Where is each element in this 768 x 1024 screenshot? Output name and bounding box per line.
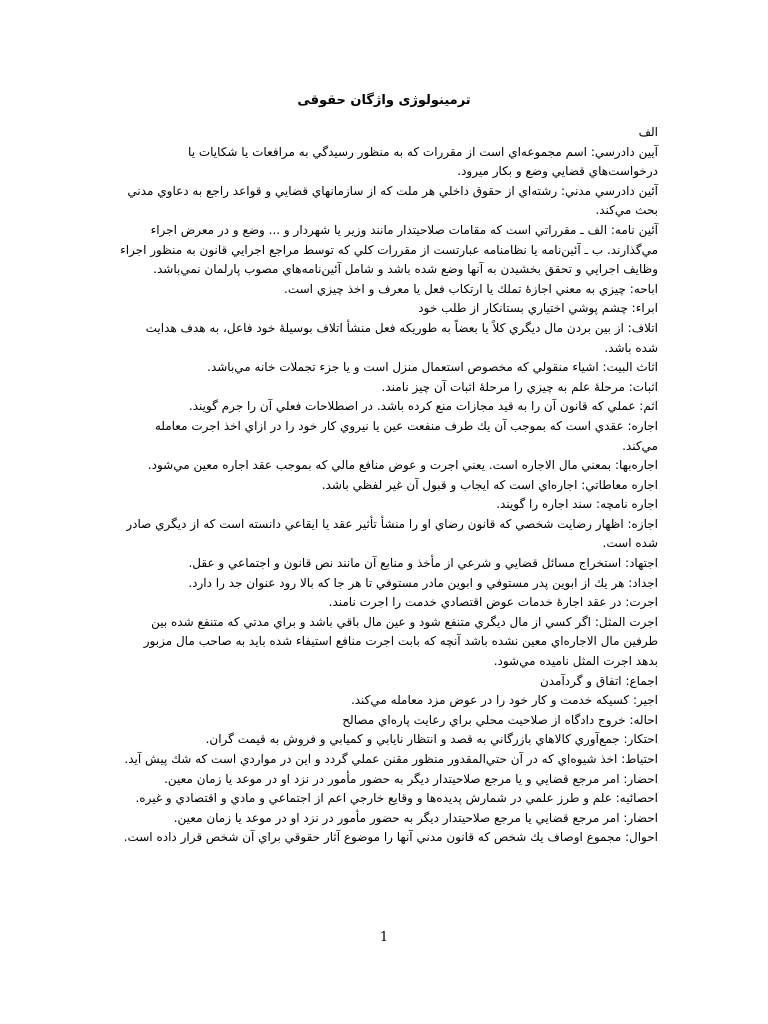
glossary-entry: احتكار: جمع‌آوري كالاهاي بازرگاني به قصد و انتظار نايابي و كميابي و فروش به قيمت گران. — [205, 732, 658, 747]
glossary-entry: احاله: خروج دادگاه از صلاحيت محلي براي رعايت پاره‌اي مصالح — [342, 712, 658, 727]
glossary-body — [120, 123, 658, 848]
glossary-entry: احتياط: اخذ شيوه‌اي كه در آن حتي‌المقدور منظور مقنن عملي گردد و اين در مواردي است كه شك پيش آيد. — [124, 752, 658, 766]
page-number: 1 — [379, 930, 389, 945]
glossary-entry: آيين دادرسي: اسم مجموعه‌اي است از مقررات كه به منظور رسيدگي به مرافعات يا شكايات يا درخواست‌هاي قضايي وضع و بكار ميرود. — [188, 144, 658, 179]
glossary-entry: احوال: مجموع اوصاف يك شخص كه قانون مدني آنها را موضوع آثار حقوقي براي آن شخص قرار داده است. — [123, 830, 658, 845]
glossary-entry: احصائيه: علم و طرز علمي در شمارش پديده‌ها و وقايع خارجي اعم از اجتماعي و مادي و اقتصادي و غيره. — [135, 791, 658, 806]
page-title: ترمینولوژی واژگان حقوقی — [297, 93, 471, 108]
glossary-entry: اجير: كسيكه خدمت و كار خود را در عوض مزد معامله مي‌كند. — [350, 693, 658, 708]
glossary-entry: اجاره: عقدي است كه بموجب آن يك طرف منفعت عين يا نيروي كار خود را در ازاي اخذ اجرت معامله مي‌كند. — [154, 418, 658, 453]
glossary-entry: احضار: امر مرجع قضايي يا مرجع صلاحيتدار ديگر به حضور مأمور در نزد او در موعد يا زمان معين. — [173, 810, 658, 825]
glossary-entry: اجرت المثل: اگر كسي از مال ديگري متنفع شود و عين مال باقي باشد و براي مدتي كه متنفع شده بين طرفين مال الاجاره‌اي معين نشده باشد آنچه كه بابت اجرت منافع استيفاء شده بايد به صاحب مال مزبور بدهد اجرت المثل ناميده مي‌شود. — [143, 614, 658, 669]
glossary-entry: اتلاف: از بين بردن مال ديگري كلاً يا بعضاً به طوريكه فعل منشأ اتلاف بوسيلهٔ خود فاعل، به هدف هدايت شده باشد. — [145, 320, 658, 355]
section-letter: الف — [638, 125, 658, 139]
glossary-entry: اجاره‌بها: بمعني مال الاجاره است. يعني اجرت و عوض منافع مالي كه بموجب عقد اجاره معين مي‌شود. — [147, 458, 658, 473]
glossary-entry: احضار: امر مرجع قضايي و يا مرجع صلاحيتدار ديگر به حضور مأمور در نزد او در موعد يا زمان معين. — [164, 771, 658, 786]
glossary-entry: اثاث البيت: اشياء منقولي كه مخصوص استعمال منزل است و يا جزء تجملات خانه مي‌باشد. — [207, 360, 658, 375]
glossary-entry: اثم: عملي كه قانون آن را به قيد مجازات منع كرده باشد. در اصطلاحات فعلي آن را جرم گويند. — [188, 399, 658, 414]
glossary-entry: اجرت: در عقد اجارهٔ خدمات عوض اقتصادي خدمت را اجرت نامند. — [328, 595, 658, 610]
glossary-entry: ابراء: چشم پوشي اختياري بستانكار از طلب خود — [418, 301, 658, 316]
glossary-entry: آئين نامه: الف ـ مقرراتي است كه مقامات صلاحيتدار مانند وزير يا شهردار و ... وضع و در معرض اجراء مي‌گذارند. ب ـ آئين‌نامه يا نظامنامه عبارتست از مقررات كلي كه توسط مراجع اجرايي قانون به منظور اجراء وظايف اجرايي و تحقق بخشيدن به آنها وضع شده باشد و شامل آئين‌نامه‌هاي مصوب پارلمان نمي‌باشد. — [120, 222, 658, 277]
glossary-entry: اجماع: اتفاق و گردآمدن — [539, 673, 658, 688]
glossary-entry: اجتهاد: استخراج مسائل قضايي و شرعي از مأخذ و منابع آن مانند نص قانون و اجتماعي و عقل. — [188, 556, 658, 571]
glossary-entry: اجاره معاطاتي: اجاره‌اي است كه ايجاب و قبول آن غير لفظي باشد. — [321, 477, 658, 492]
glossary-entry: اجاره نامچه: سند اجاره را گويند. — [496, 497, 658, 512]
glossary-entry: اجداد: هر يك از ابوين پدر مستوفي و ابوين مادر مستوفي تا هر جا كه بالا رود عنوان جد را دارد. — [188, 575, 658, 590]
glossary-entry: آئين دادرسي مدني: رشته‌اي از حقوق داخلي هر ملت كه از سازمانهاي قضايي و قواعد راجع به دعاوي مدني بحث مي‌كند. — [127, 183, 658, 218]
glossary-entry: اجازه: اظهار رضايت شخصي كه قانون رضاي او را منشأ تأثير عقد يا ايقاعي دانسته است كه از ديگري صادر شده است. — [126, 516, 658, 551]
glossary-entry: اباحه: چيزي به معني اجازهٔ تملك يا ارتكاب فعل يا معرف و اخذ چيزي است. — [284, 281, 658, 296]
glossary-entry: اثبات: مرحلهٔ علم به چيزي را مرحلهٔ اثبات آن چيز نامند. — [381, 379, 658, 394]
